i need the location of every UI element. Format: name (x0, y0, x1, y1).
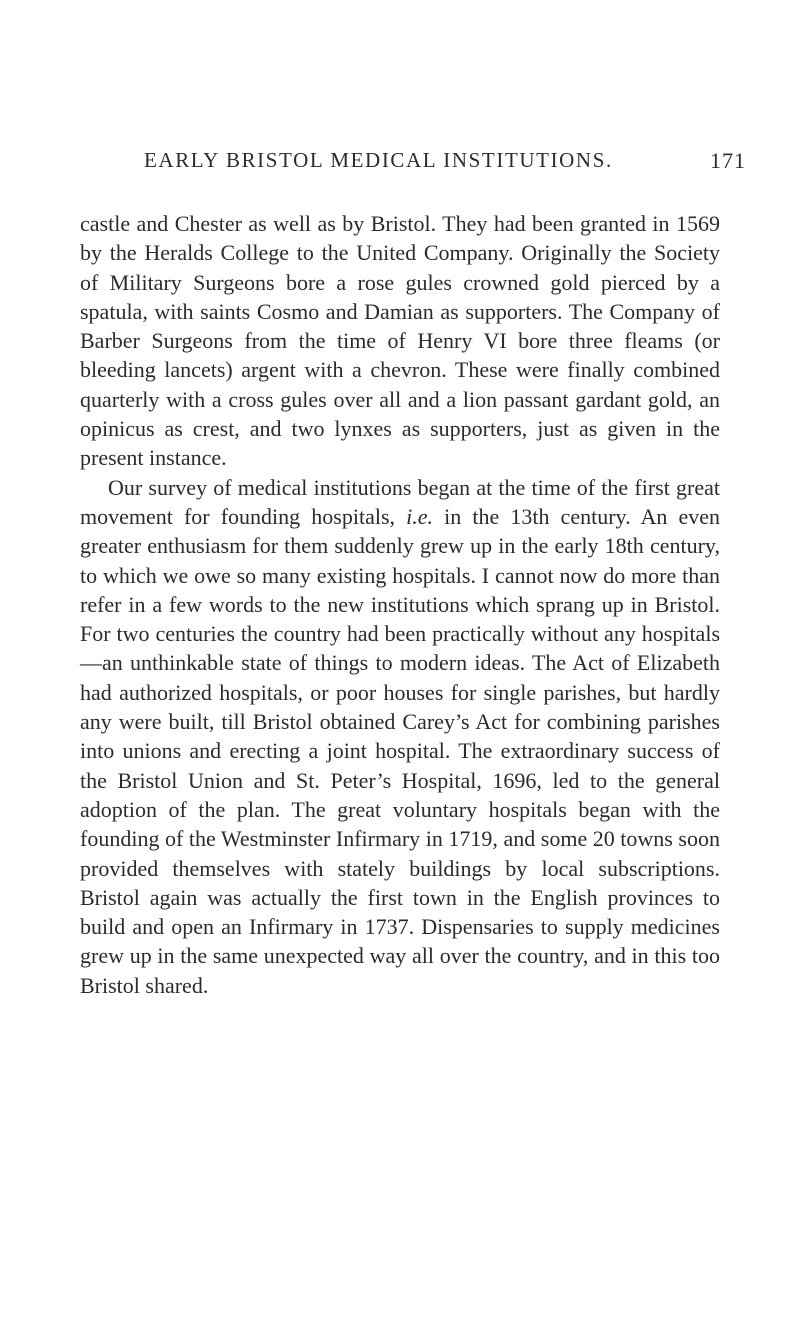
page-number: 171 (710, 148, 746, 173)
running-title: EARLY BRISTOL MEDICAL INSTITUTIONS. (144, 148, 613, 172)
paragraph-2-italic-abbreviation: i.e. (406, 503, 434, 529)
body-text (80, 209, 720, 1000)
paragraph-2 (80, 473, 720, 1000)
running-head (80, 148, 800, 188)
paragraph-2-text-start: Our survey of medical institutions began at the time of the first great movement for founding hospitals, (80, 474, 720, 529)
paragraph-1: castle and Chester as well as by Bristol. They had been granted in 1569 by the Heralds College to the United Company. Originally the Society of Military Surgeons bore a rose gules crowned gold pierced by a spatula, with saints Cosmo and Damian as supporters. The Company of Barber Surgeons from the time of Henry VI bore three fleams (or bleeding lancets) argent with a chevron. These were finally combined quarterly with a cross gules over all and a lion passant gardant gold, an opinicus as crest, and two lynxes as supporters, just as given in the present instance. (80, 211, 720, 471)
paragraph-2-text-end: in the 13th century. An even greater enthusiasm for them suddenly grew up in the early 18th century, to which we owe so many existing hospitals. I cannot now do more than refer in a few words to the new institutions which sprang up in Bristol. For two centuries the country had been practically without any hospitals—an unthinkable state of things to modern ideas. The Act of Elizabeth had authorized hospitals, or poor houses for single parishes, but hardly any were built, till Bristol obtained Carey’s Act for combining parishes into unions and erecting a joint hospital. The extraordinary success of the Bristol Union and St. Peter’s Hospital, 1696, led to the general adoption of the plan. The great voluntary hospitals began with the founding of the Westminster Infirmary in 1719, and some 20 towns soon provided themselves with stately buildings by local subscriptions. Bristol again was actually the first town in the English provinces to build and open an Infirmary in 1737. Dispensaries to supply medicines grew up in the same unexpected way all over the country, and in this too Bristol shared. (80, 503, 721, 998)
